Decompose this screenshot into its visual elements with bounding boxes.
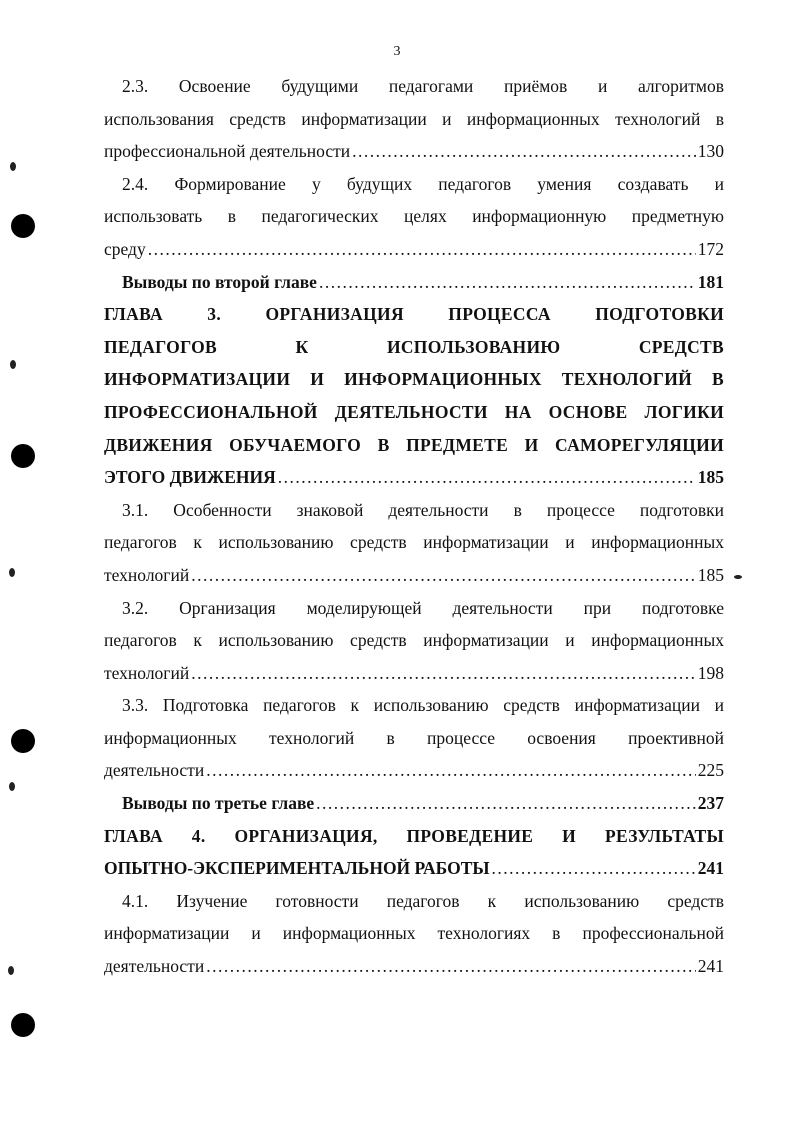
toc-entry-chapter [104, 298, 724, 494]
punch-hole [11, 729, 35, 753]
dot-leader [206, 950, 696, 983]
dot-leader [191, 657, 696, 690]
toc-entry-line: ПЕДАГОГОВ К ИСПОЛЬЗОВАНИЮ СРЕДСТВ [104, 336, 724, 357]
toc-entry-section [104, 494, 724, 592]
toc-entry-section [104, 70, 724, 168]
scan-speck [10, 162, 16, 171]
toc-entry-page-number: 185 [697, 467, 724, 488]
toc-entry-leader-line [104, 787, 724, 820]
toc-entry-leader-line [104, 559, 724, 592]
scan-speck [10, 360, 16, 369]
dot-leader [492, 852, 696, 885]
toc-entry-title: деятельности [104, 760, 205, 781]
toc-entry-line: 2.3. Освоение будущими педагогами приёмов и алгоритмов [122, 76, 724, 96]
scan-speck [9, 568, 15, 577]
toc-entry-leader-line [104, 852, 724, 885]
toc-entry-page-number: 237 [697, 793, 724, 814]
dot-leader [278, 461, 696, 494]
toc-entry-title: профессиональной деятельности [104, 141, 351, 162]
punch-hole [11, 444, 35, 468]
dot-leader [191, 559, 696, 592]
toc-entry-leader-line [104, 461, 724, 494]
toc-entry-line: ГЛАВА 4. ОРГАНИЗАЦИЯ, ПРОВЕДЕНИЕ И РЕЗУЛЬТАТЫ [104, 825, 724, 846]
toc-entry-page-number: 225 [697, 760, 724, 781]
punch-hole [11, 1013, 35, 1037]
toc-entry-title: деятельности [104, 956, 205, 977]
toc-entry-line: 4.1. Изучение готовности педагогов к использованию средств [122, 890, 724, 911]
toc-entry-line: 3.3. Подготовка педагогов к использованию средств информатизации и [122, 695, 724, 716]
toc-entry-page-number: 181 [697, 271, 724, 292]
dot-leader [206, 754, 696, 787]
toc-entry-page-number: 185 [697, 564, 724, 585]
toc-entry-line: использования средств информатизации и информационных технологий в [104, 108, 724, 129]
scan-speck [8, 966, 14, 975]
dot-leader [316, 787, 696, 820]
page-number: 3 [393, 44, 401, 59]
toc-entry-leader-line [104, 266, 724, 299]
toc-entry-summary [104, 787, 724, 820]
table-of-contents [104, 70, 724, 983]
toc-entry-summary [104, 266, 724, 299]
scan-speck [9, 782, 15, 791]
toc-entry-line: педагогов к использованию средств информатизации и информационных [104, 630, 724, 651]
toc-entry-line: педагогов к использованию средств информатизации и информационных [104, 532, 724, 553]
toc-entry-line: ГЛАВА 3. ОРГАНИЗАЦИЯ ПРОЦЕССА ПОДГОТОВКИ [104, 304, 724, 325]
toc-entry-section [104, 689, 724, 787]
toc-entry-line: ДВИЖЕНИЯ ОБУЧАЕМОГО В ПРЕДМЕТЕ И САМОРЕГУЛЯЦИИ [104, 434, 724, 455]
toc-entry-line: ИНФОРМАТИЗАЦИИ И ИНФОРМАЦИОННЫХ ТЕХНОЛОГИЙ В [104, 369, 724, 390]
toc-entry-page-number: 198 [697, 662, 724, 683]
toc-entry-page-number: 130 [697, 141, 724, 162]
toc-entry-page-number: 241 [697, 858, 724, 879]
toc-entry-line: информатизации и информационных технологиях в профессиональной [104, 923, 724, 944]
toc-entry-line: 3.1. Особенности знаковой деятельности в процессе подготовки [122, 499, 724, 520]
toc-entry-title: ОПЫТНО-ЭКСПЕРИМЕНТАЛЬНОЙ РАБОТЫ [104, 858, 490, 879]
dot-leader [352, 135, 696, 168]
toc-entry-leader-line [104, 754, 724, 787]
toc-entry-section [104, 168, 724, 266]
toc-entry-line: 3.2. Организация моделирующей деятельности при подготовке [122, 597, 724, 618]
toc-entry-line: 2.4. Формирование у будущих педагогов умения создавать и [122, 173, 724, 194]
toc-entry-title: технологий [104, 662, 190, 683]
toc-entry-title: среду [104, 238, 146, 259]
toc-entry-page-number: 241 [697, 956, 724, 977]
toc-entry-leader-line [104, 233, 724, 266]
toc-entry-line: информационных технологий в процессе освоения проективной [104, 727, 724, 748]
toc-entry-chapter [104, 820, 724, 885]
toc-entry-title: Выводы по второй главе [122, 271, 317, 292]
toc-entry-leader-line [104, 950, 724, 983]
toc-entry-page-number: 172 [697, 238, 724, 259]
toc-entry-line: ПРОФЕССИОНАЛЬНОЙ ДЕЯТЕЛЬНОСТИ НА ОСНОВЕ ЛОГИКИ [104, 401, 724, 422]
toc-entry-section [104, 592, 724, 690]
toc-entry-title: ЭТОГО ДВИЖЕНИЯ [104, 467, 276, 488]
toc-entry-section [104, 885, 724, 983]
toc-entry-leader-line [104, 657, 724, 690]
toc-entry-leader-line [104, 135, 724, 168]
toc-entry-title: Выводы по третье главе [122, 793, 315, 814]
dot-leader [319, 266, 696, 299]
punch-hole [11, 214, 35, 238]
toc-entry-line: использовать в педагогических целях информационную предметную [104, 206, 724, 227]
scan-speck [734, 575, 742, 579]
toc-entry-title: технологий [104, 564, 190, 585]
dot-leader [148, 233, 696, 266]
